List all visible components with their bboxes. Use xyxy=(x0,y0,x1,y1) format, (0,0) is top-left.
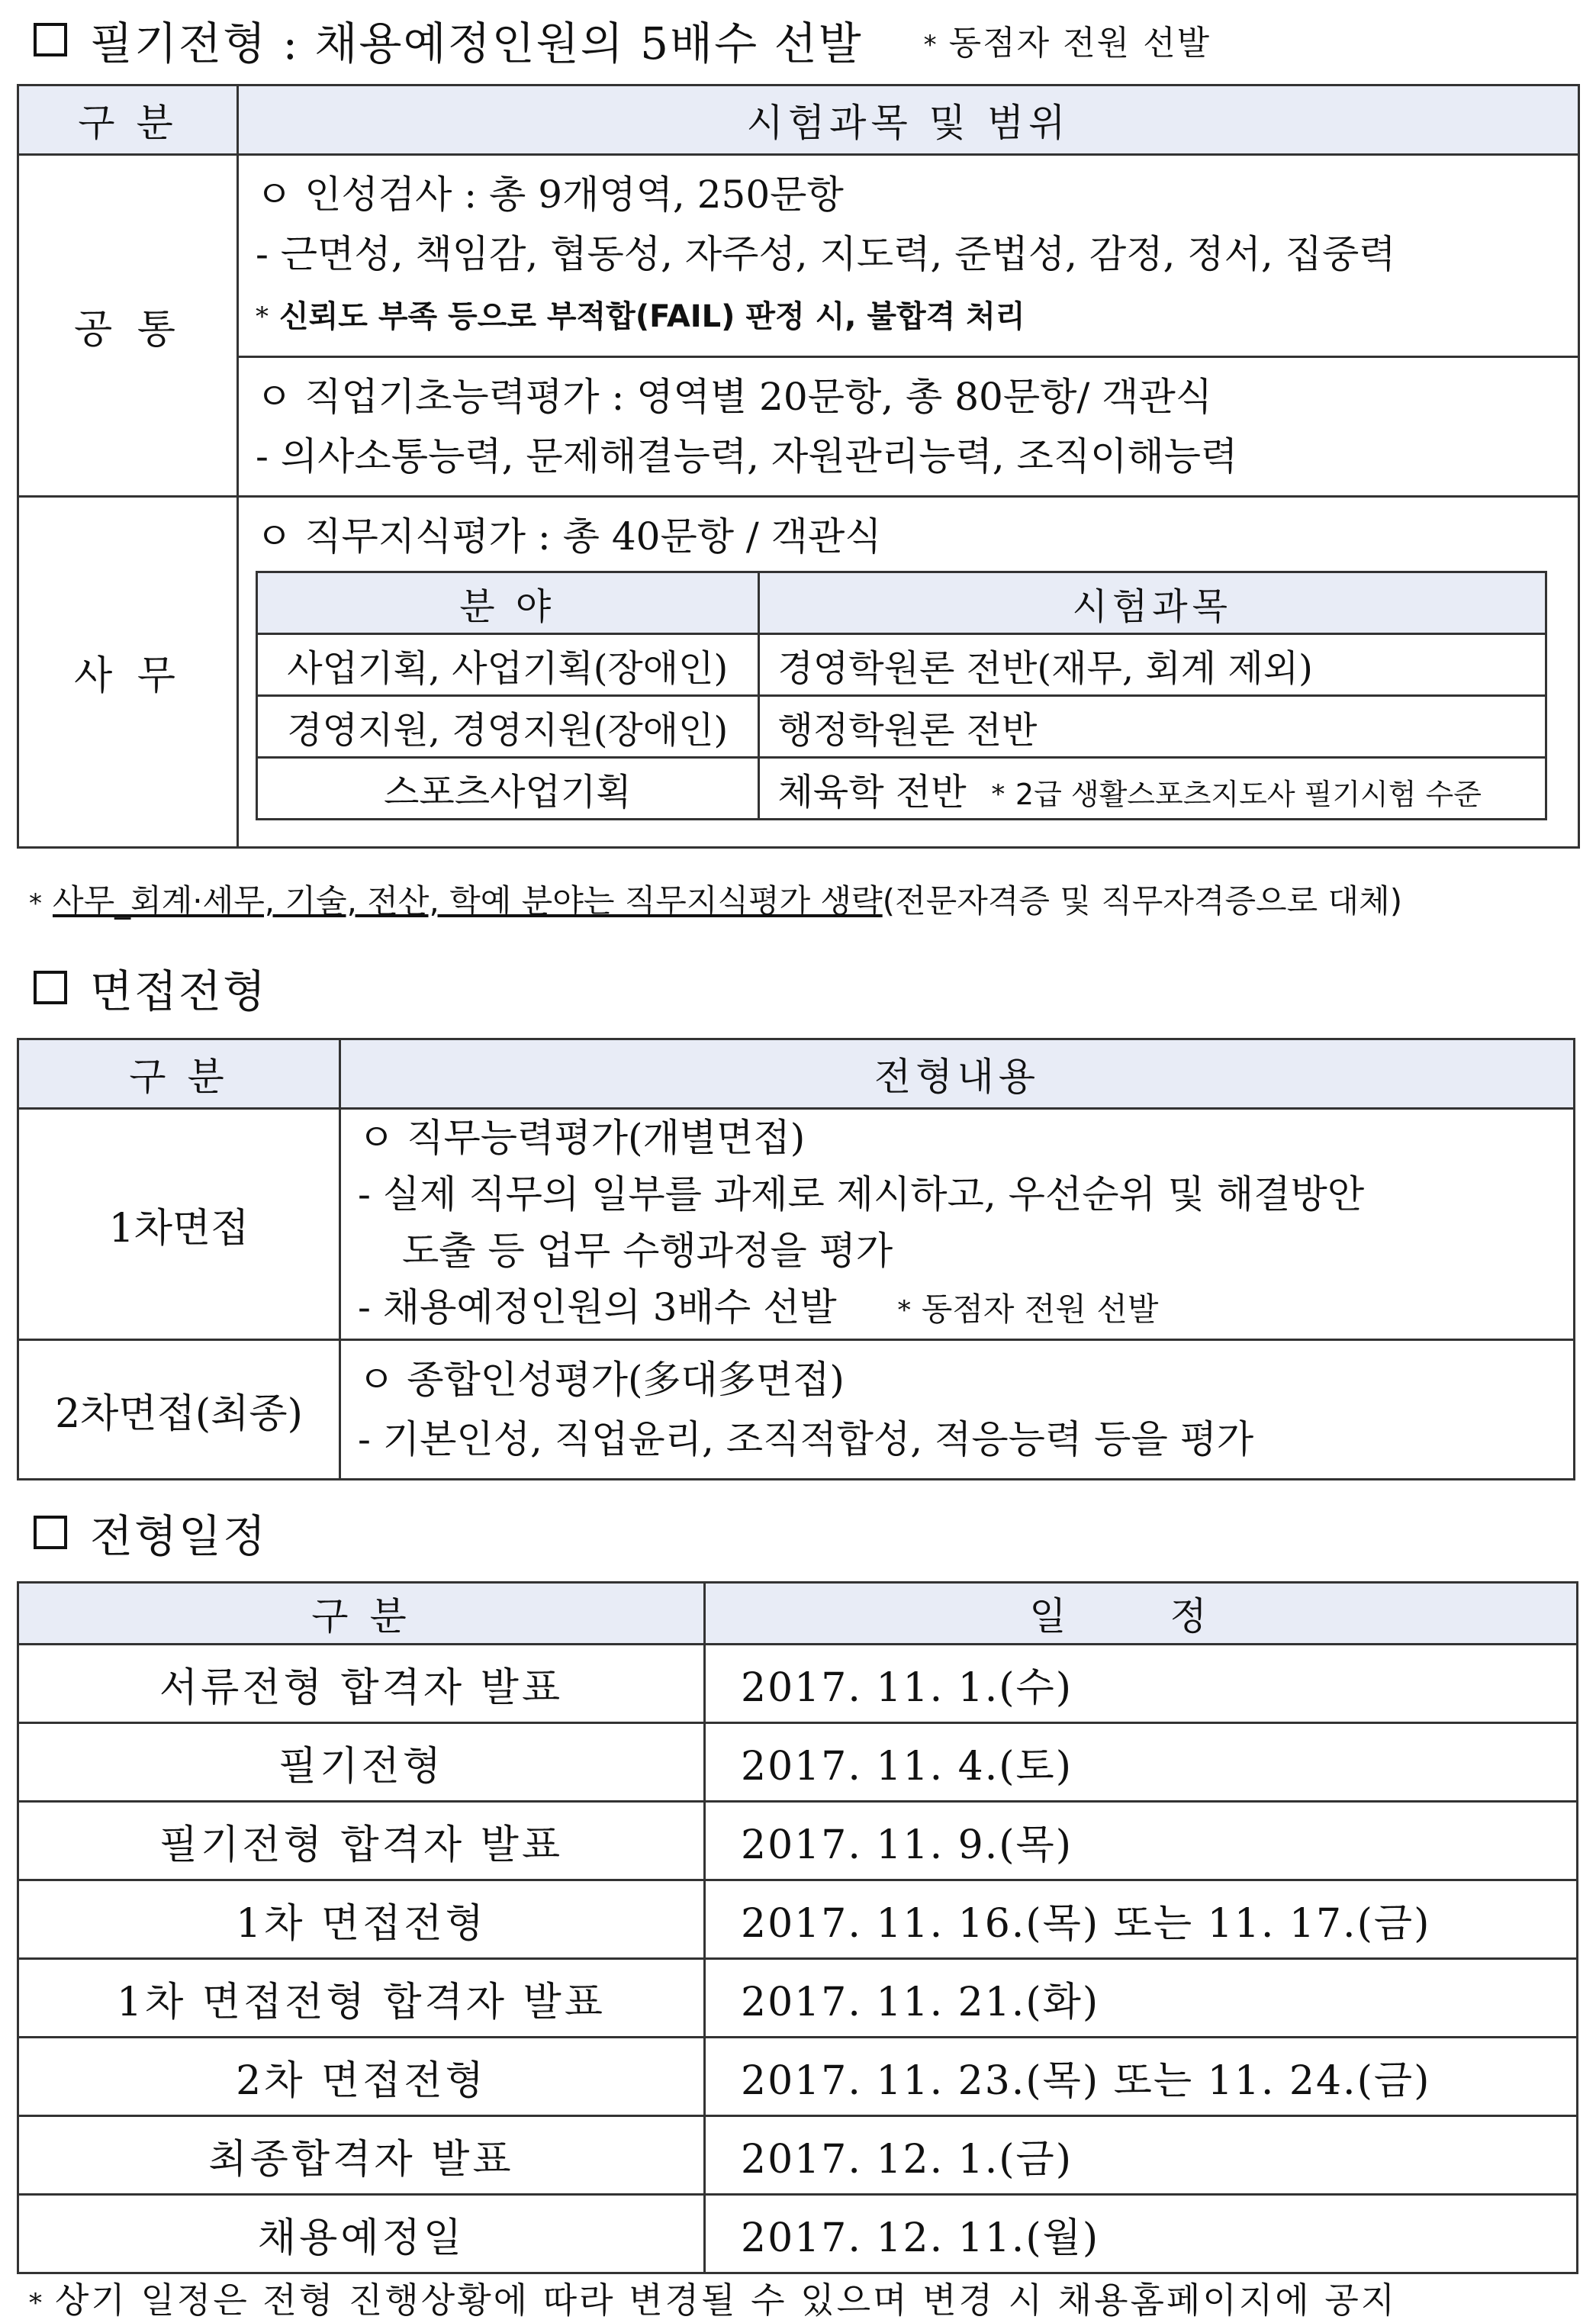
interview-header-category: 구 분 xyxy=(18,1039,340,1109)
schedule-row-label: 채용예정일 xyxy=(18,2195,705,2273)
interview-title: 면접전형 xyxy=(90,965,268,1017)
schedule-row-date: 2017. 11. 4.(토) xyxy=(705,1723,1578,1802)
common-block-personality xyxy=(238,155,1579,357)
schedule-footnote: * 상기 일정은 전형 진행상황에 따라 변경될 수 있으며 변경 시 채용홈페이지에 공지 xyxy=(29,2280,1398,2321)
schedule-table xyxy=(17,1581,1578,2274)
written-section-title xyxy=(34,8,1211,72)
personality-line2: - 근면성, 책임감, 협동성, 자주성, 지도력, 준법성, 감정, 정서, 집중력 xyxy=(256,232,1396,276)
interview-section-title xyxy=(34,955,267,1020)
second-interview-block xyxy=(340,1340,1575,1480)
office-subject-table xyxy=(256,571,1547,820)
checkbox-icon xyxy=(34,1516,67,1549)
interview-table xyxy=(17,1038,1575,1480)
schedule-title: 전형일정 xyxy=(90,1510,268,1562)
office-label: 사 무 xyxy=(18,497,238,848)
personality-note: * 신뢰도 부족 등으로 부적합(FAIL) 판정 시, 불합격 처리 xyxy=(256,299,1025,334)
inner-row-field: 사업기획, 사업기획(장애인) xyxy=(257,634,759,696)
schedule-row-date: 2017. 11. 16.(목) 또는 11. 17.(금) xyxy=(705,1880,1578,1959)
checkbox-icon xyxy=(34,971,67,1004)
inner-row-field: 경영지원, 경영지원(장애인) xyxy=(257,696,759,758)
schedule-row-date: 2017. 11. 21.(화) xyxy=(705,1959,1578,2038)
schedule-row-date: 2017. 12. 11.(월) xyxy=(705,2195,1578,2273)
common-label: 공 통 xyxy=(18,155,238,497)
interview-header-content: 전형내용 xyxy=(340,1039,1575,1109)
second-interview-label: 2차면접(최종) xyxy=(18,1340,340,1480)
schedule-row-label: 필기전형 합격자 발표 xyxy=(18,1802,705,1880)
schedule-row-date: 2017. 11. 9.(목) xyxy=(705,1802,1578,1880)
first-interview-block xyxy=(340,1109,1575,1340)
ncs-line1: ㅇ 직업기초능력평가 : 영역별 20문항, 총 80문항/ 객관식 xyxy=(256,375,1213,419)
schedule-row-date: 2017. 11. 1.(수) xyxy=(705,1645,1578,1723)
office-line1: ㅇ 직무지식평가 : 총 40문항 / 객관식 xyxy=(256,514,882,559)
schedule-row-label: 1차 면접전형 합격자 발표 xyxy=(18,1959,705,2038)
schedule-row-label: 필기전형 xyxy=(18,1723,705,1802)
inner-row-field: 스포츠사업기획 xyxy=(257,758,759,820)
second-line2: - 기본인성, 직업윤리, 조직적합성, 적응능력 등을 평가 xyxy=(358,1417,1254,1461)
inner-header-subject: 시험과목 xyxy=(758,572,1546,634)
schedule-header-category: 구 분 xyxy=(18,1583,705,1645)
first-line2: - 실제 직무의 일부를 과제로 제시하고, 우선순위 및 해결방안 xyxy=(358,1172,1365,1216)
schedule-row-label: 2차 면접전형 xyxy=(18,2038,705,2116)
first-line3: 도출 등 업무 수행과정을 평가 xyxy=(402,1229,893,1273)
schedule-row-date: 2017. 12. 1.(금) xyxy=(705,2116,1578,2195)
schedule-section-title xyxy=(34,1500,267,1564)
schedule-row-date: 2017. 11. 23.(목) 또는 11. 24.(금) xyxy=(705,2038,1578,2116)
written-title-note: * 동점자 전원 선발 xyxy=(923,24,1211,63)
first-interview-label: 1차면접 xyxy=(18,1109,340,1340)
first-line1: ㅇ 직무능력평가(개별면접) xyxy=(358,1116,806,1160)
written-header-category: 구 분 xyxy=(18,85,238,155)
common-block-ncs xyxy=(238,357,1579,497)
inner-row-subject: 행정학원론 전반 xyxy=(758,696,1546,758)
inner-row-subject: 경영학원론 전반(재무, 회계 제외) xyxy=(758,634,1546,696)
schedule-row-label: 최종합격자 발표 xyxy=(18,2116,705,2195)
ncs-line2: - 의사소통능력, 문제해결능력, 자원관리능력, 조직이해능력 xyxy=(256,434,1238,478)
personality-line1: ㅇ 인성검사 : 총 9개영역, 250문항 xyxy=(256,172,844,217)
second-line1: ㅇ 종합인성평가(多대多면접) xyxy=(358,1358,845,1402)
written-table xyxy=(17,84,1580,849)
schedule-row-label: 1차 면접전형 xyxy=(18,1880,705,1959)
written-footnote: * 사무_회계·세무, 기술, 전산, 학예 분야는 직무지식평가 생략(전문자격증 및 직무자격증으로 대체) xyxy=(29,882,1403,920)
written-title: 필기전형 : 채용예정인원의 5배수 선발 xyxy=(90,18,863,69)
first-line4: - 채용예정인원의 3배수 선발 * 동점자 전원 선발 xyxy=(358,1285,1159,1329)
office-block xyxy=(238,497,1579,848)
inner-header-field: 분 야 xyxy=(257,572,759,634)
schedule-header-date: 일 정 xyxy=(705,1583,1578,1645)
schedule-row-label: 서류전형 합격자 발표 xyxy=(18,1645,705,1723)
written-header-content: 시험과목 및 범위 xyxy=(238,85,1579,155)
inner-row-subject-with-note: 체육학 전반 * 2급 생활스포츠지도사 필기시험 수준 xyxy=(758,758,1546,820)
checkbox-icon xyxy=(34,23,67,56)
